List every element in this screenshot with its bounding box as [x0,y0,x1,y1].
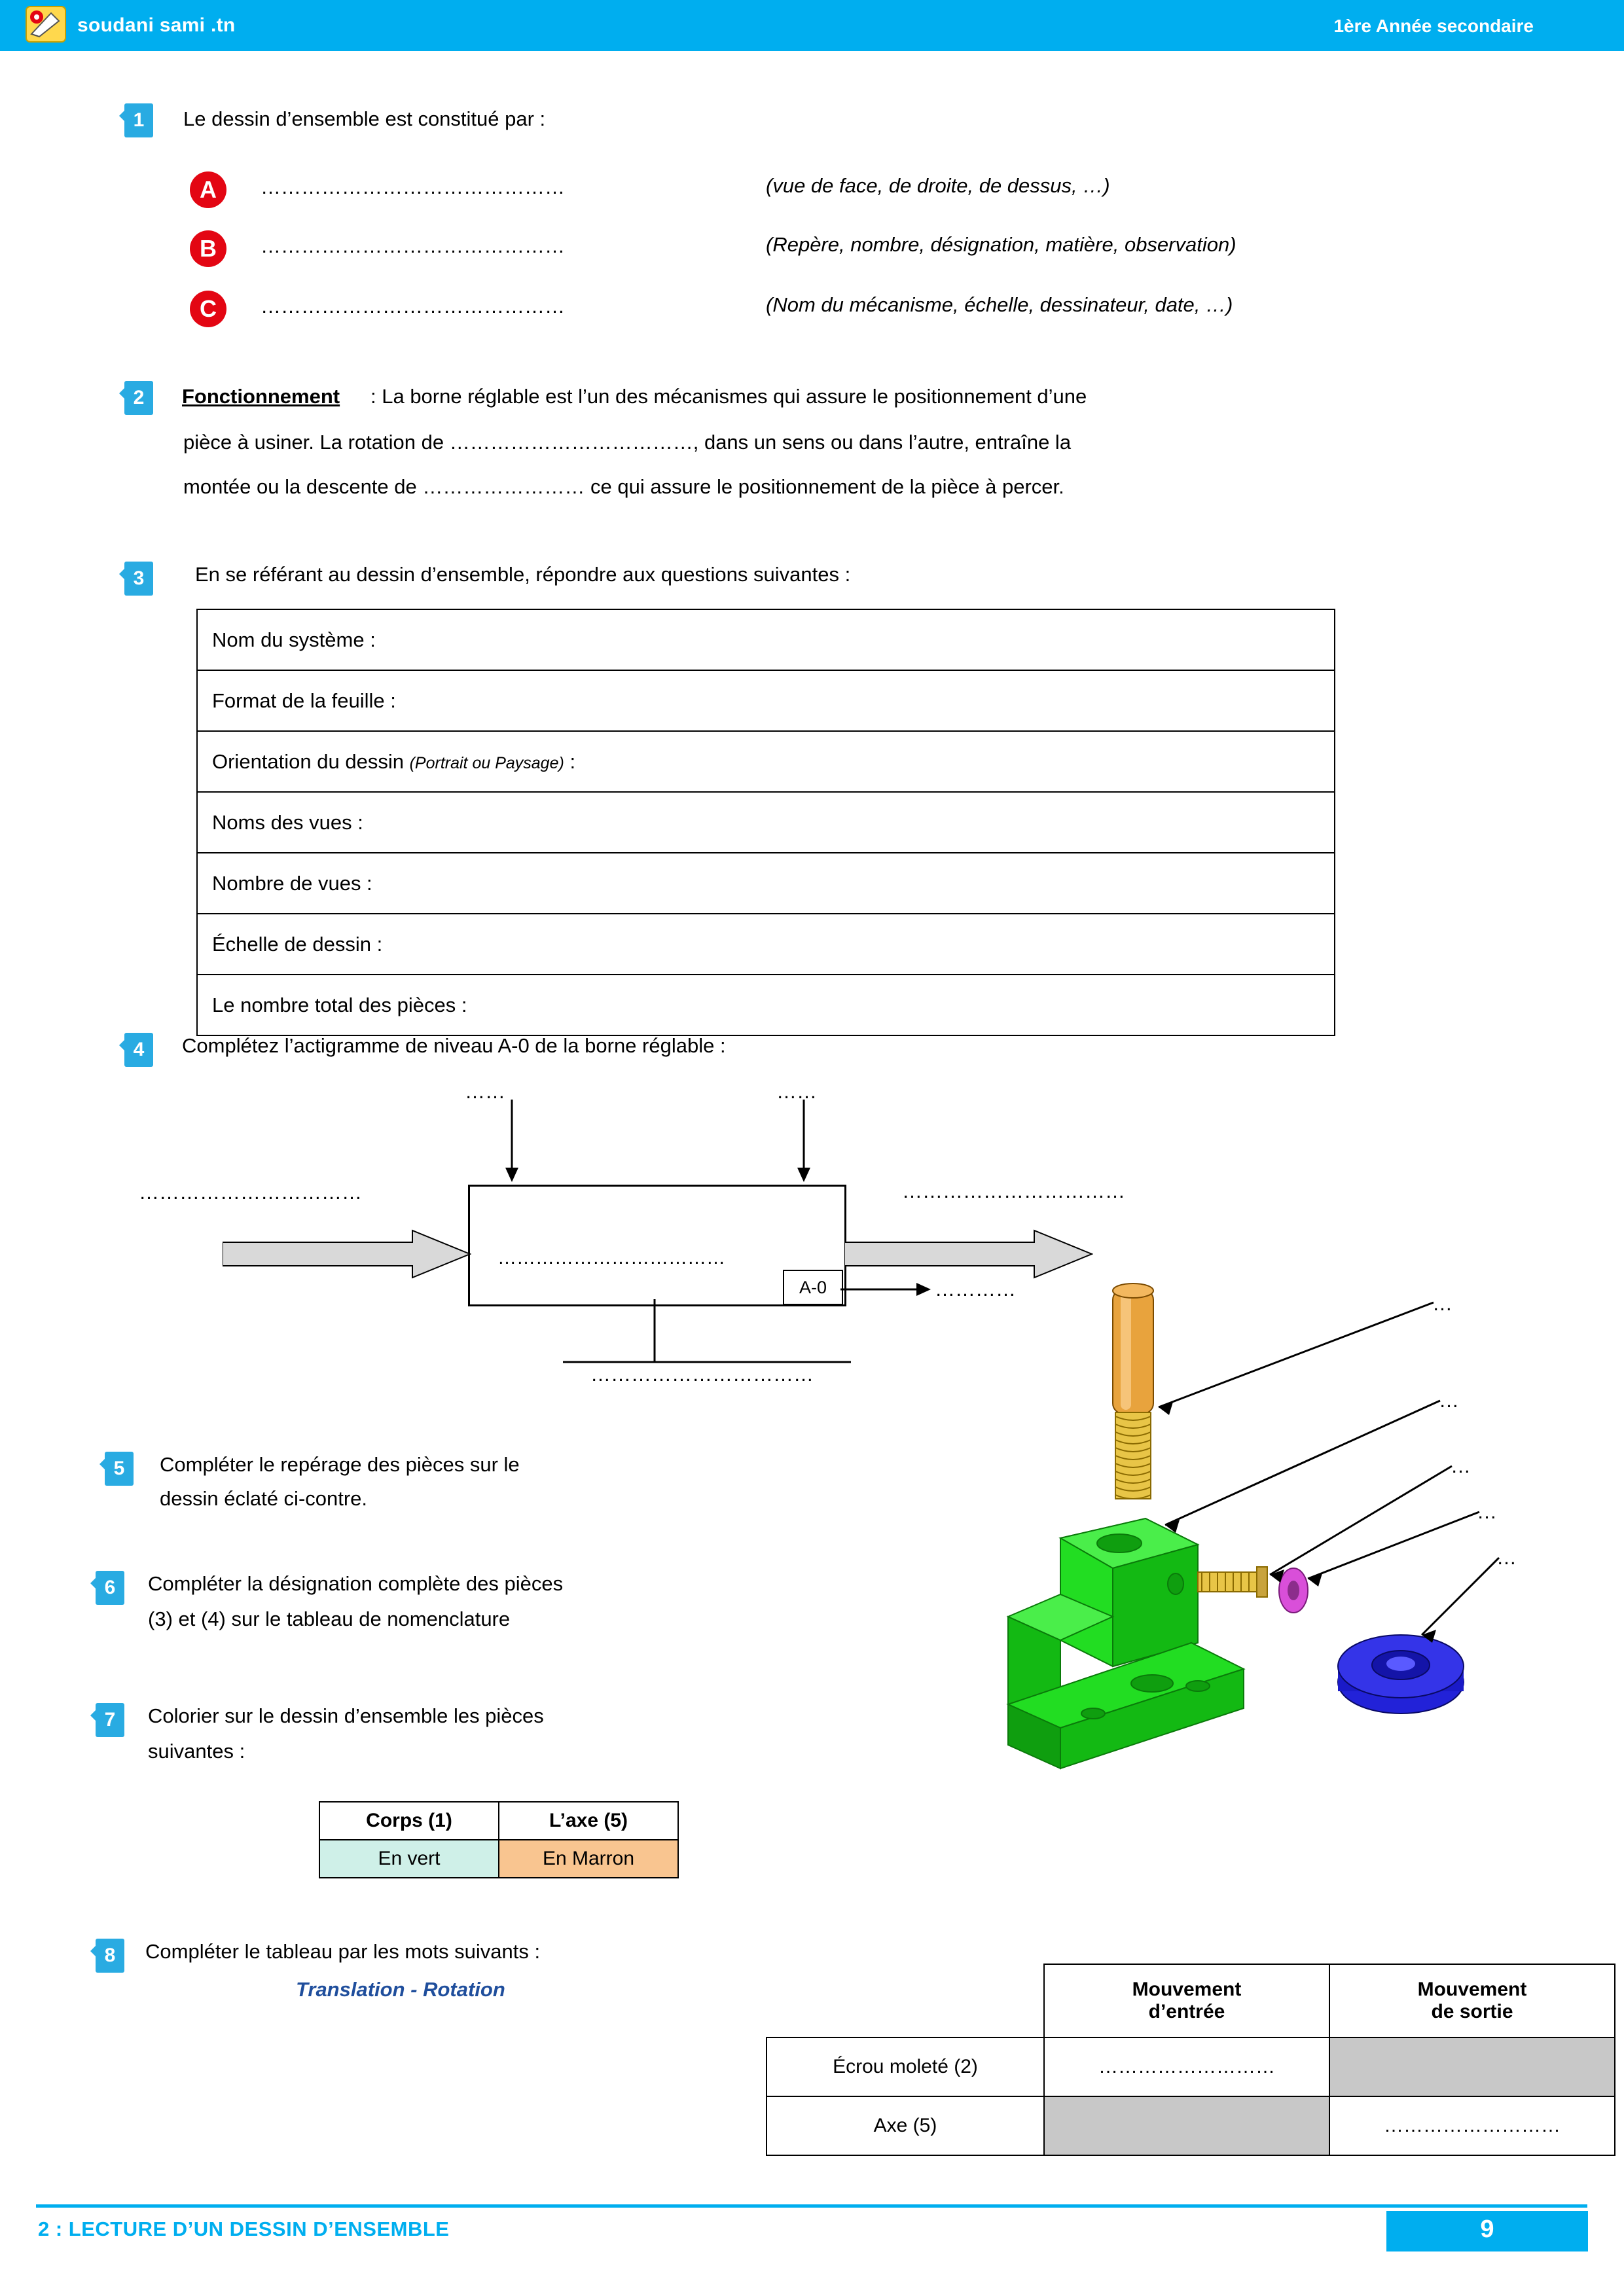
q8-header-entry [1044,1964,1329,2037]
q7-value-0: En vert [319,1840,499,1878]
q8-header-entry-line1: Mouvement [1132,1979,1242,2000]
q3-row-6: Le nombre total des pièces : [197,975,1335,1035]
q8-row-1-exit: ……………………… [1329,2096,1615,2155]
q5-line1: Compléter le repérage des pièces sur le [160,1453,520,1476]
q3-row-4: Nombre de vues : [197,853,1335,914]
question-badge-4: 4 [124,1033,153,1067]
q4-left-fat-arrow [223,1228,471,1280]
q7-value-1: En Marron [499,1840,678,1878]
question-badge-1: 1 [124,103,153,137]
table-row [197,975,1335,1035]
q3-row-5: Échelle de dessin : [197,914,1335,975]
q4-right-dots: …………………………… [902,1179,1125,1202]
q3-row-3: Noms des vues : [197,792,1335,853]
question-badge-2: 2 [124,381,153,415]
q8-empty-corner [767,1964,1044,2037]
q8-row-0-entry: ……………………… [1044,2037,1329,2096]
q8-words: Translation - Rotation [296,1978,505,2001]
q2-line2: pièce à usiner. La rotation de ………………………………, dans un sens ou dans l’autre, entraîne la [183,431,1072,454]
option-letter-c: C [190,291,226,327]
table-row [767,2096,1615,2155]
footer-title: 2 : LECTURE D’UN DESSIN D’ENSEMBLE [38,2217,450,2240]
page-header [0,0,1624,51]
q4-right-fat-arrow [844,1228,1093,1280]
table-row [767,2037,1615,2096]
q7-header-0: Corps (1) [319,1802,499,1840]
table-row [197,914,1335,975]
q8-header-exit-line1: Mouvement [1417,1979,1527,2000]
drawing-dots-4: … [1477,1500,1497,1523]
q3-row-2 [197,731,1335,792]
table-row [197,731,1335,792]
exploded-assembly-drawing [982,1276,1610,1944]
q4-box-dots: ……………………………… [497,1247,725,1268]
q8-table [766,1964,1615,2156]
q4-input-arrows [458,1100,877,1191]
drawing-dots-5: … [1496,1546,1517,1569]
q8-header-exit-line2: de sortie [1431,2001,1513,2022]
q1-dots-a: ……………………………………… [261,175,565,198]
q6-line2: (3) et (4) sur le tableau de nomenclature [148,1607,511,1630]
pencil-logo-icon [25,4,68,45]
q8-row-1-entry [1044,2096,1329,2155]
q8-row-0-exit [1329,2037,1615,2096]
q4-top-left-dots: …… [465,1080,505,1103]
drawing-dots-2: … [1439,1389,1459,1412]
q1-dots-c: ……………………………………… [261,295,565,317]
table-row [319,1840,678,1878]
q7-line1: Colorier sur le dessin d’ensemble les pièces [148,1704,544,1727]
table-row [197,609,1335,670]
q8-prompt: Compléter le tableau par les mots suivants : [145,1940,541,1963]
q4-a0-label: A-0 [783,1270,843,1305]
table-row [197,670,1335,731]
q2-line3: montée ou la descente de …………………… ce qui assure le positionnement de la pièce à percer. [183,475,1064,498]
q2-label: Fonctionnement [182,385,340,408]
question-badge-6: 6 [96,1571,124,1605]
drawing-dots-3: … [1451,1454,1471,1477]
q7-line2: suivantes : [148,1740,245,1763]
option-letter-b: B [190,230,226,267]
table-row [197,853,1335,914]
q3-row-2-hint: (Portrait ou Paysage) [409,753,564,772]
q4-left-dots: …………………………… [139,1181,362,1204]
q7-header-1: L’axe (5) [499,1802,678,1840]
table-row [197,792,1335,853]
q1-hint-c: (Nom du mécanisme, échelle, dessinateur, date, …) [766,293,1233,316]
q3-table [196,609,1335,1036]
drawing-dots-1: … [1432,1292,1453,1315]
q4-a0-right-dots: ………… [935,1278,1016,1300]
q1-hint-a: (vue de face, de droite, de dessus, …) [766,174,1110,197]
q2-line1: : La borne réglable est l’un des mécanismes qui assure le positionnement d’une [370,385,1087,408]
q1-prompt: Le dessin d’ensemble est constitué par : [183,107,546,130]
q1-dots-b: ……………………………………… [261,234,565,257]
q8-row-0-label: Écrou moleté (2) [767,2037,1044,2096]
question-badge-8: 8 [96,1939,124,1973]
q3-row-2-label: Orientation du dessin [212,749,404,773]
q8-header-exit [1329,1964,1615,2037]
table-row [319,1802,678,1840]
header-site-name: soudani sami .tn [77,14,236,36]
question-badge-3: 3 [124,562,153,596]
q3-row-2-suffix: : [569,749,576,773]
header-level: 1ère Année secondaire [1333,16,1534,36]
q4-top-right-dots: …… [776,1080,817,1103]
table-row [767,1964,1615,2037]
footer-page-number: 9 [1480,2215,1494,2243]
q1-hint-b: (Repère, nombre, désignation, matière, observation) [766,233,1236,256]
q7-color-table [319,1801,679,1878]
question-badge-7: 7 [96,1703,124,1737]
q5-line2: dessin éclaté ci-contre. [160,1487,368,1510]
option-letter-a: A [190,171,226,208]
q4-bottom-dots: …………………………… [590,1363,814,1386]
q8-row-1-label: Axe (5) [767,2096,1044,2155]
q3-prompt: En se référant au dessin d’ensemble, répondre aux questions suivantes : [195,563,851,586]
question-badge-5: 5 [105,1452,134,1486]
q3-row-1: Format de la feuille : [197,670,1335,731]
footer-divider [36,2204,1587,2208]
q4-prompt: Complétez l’actigramme de niveau A-0 de la borne réglable : [182,1034,726,1057]
q8-header-entry-line2: d’entrée [1148,2001,1225,2022]
q6-line1: Compléter la désignation complète des pièces [148,1572,564,1595]
q3-row-0: Nom du système : [197,609,1335,670]
